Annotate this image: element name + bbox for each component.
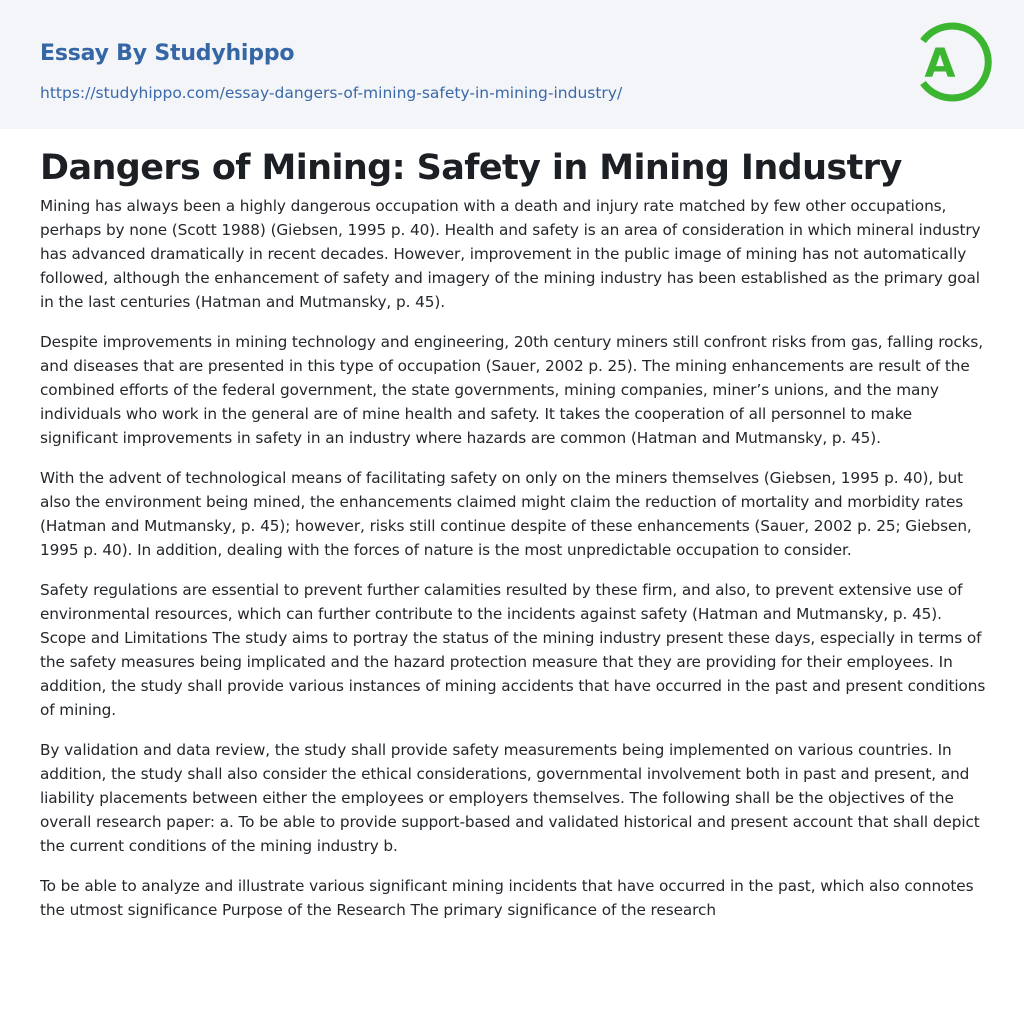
studyhippo-logo[interactable]	[908, 14, 992, 108]
article-paragraph: By validation and data review, the study shall provide safety measurements being implemented on various countries. In addition, the study shall also consider the ethical considerations, governmental involvement both in past and present, and liability placements between either the employees or employers themselves. The following shall be the objectives of the overall research paper: a. To be able to provide support-based and validated historical and present account that shall depict the current conditions of the mining industry b.	[40, 741, 980, 855]
article-paragraph: Despite improvements in mining technology and engineering, 20th century miners still confront risks from gas, falling rocks, and diseases that are presented in this type of occupation (Sauer, 2002 p. 25). The mining enhancements are result of the combined efforts of the federal government, the state governments, mining companies, miner’s unions, and the many individuals who work in the general are of mine health and safety. It takes the cooperation of all personnel to make significant improvements in safety in an industry where hazards are common (Hatman and Mutmansky, p. 45).	[40, 333, 984, 447]
logo-ring-icon	[908, 14, 992, 108]
logo-letter: A	[924, 41, 956, 87]
article-paragraph: With the advent of technological means of facilitating safety on only on the miners themselves (Giebsen, 1995 p. 40), but also the environment being mined, the enhancements claimed might claim the reduction of mortality and morbidity rates (Hatman and Mutmansky, p. 45); however, risks still continue despite of these enhancements (Sauer, 2002 p. 25; Giebsen, 1995 p. 40). In addition, dealing with the forces of nature is the most unpredictable occupation to consider.	[40, 469, 972, 559]
article-url-link[interactable]: https://studyhippo.com/essay-dangers-of-mining-safety-in-mining-industry/	[40, 84, 623, 102]
article-paragraph: To be able to analyze and illustrate various significant mining incidents that have occurred in the past, which also connotes the utmost significance Purpose of the Research The primary significance of the research	[40, 877, 974, 919]
article-paragraph: Mining has always been a highly dangerous occupation with a death and injury rate matched by few other occupations, perhaps by none (Scott 1988) (Giebsen, 1995 p. 40). Health and safety is an area of consideration in which mineral industry has advanced dramatically in recent decades. However, improvement in the public image of mining has not automatically followed, although the enhancement of safety and imagery of the mining industry has been established as the primary goal in the last centuries (Hatman and Mutmansky, p. 45).	[40, 197, 981, 311]
article-paragraph: Safety regulations are essential to prevent further calamities resulted by these firm, and also, to prevent extensive use of environmental resources, which can further contribute to the incidents against safety (Hatman and Mutmansky, p. 45). Scope and Limitations The study aims to portray the status of the mining industry present these days, especially in terms of the safety measures being implicated and the hazard protection measure that they are providing for their employees. In addition, the study shall provide various instances of mining accidents that have occurred in the past and present conditions of mining.	[40, 581, 986, 719]
site-brand[interactable]: Essay By Studyhippo	[40, 41, 295, 66]
article-title: Dangers of Mining: Safety in Mining Industry	[40, 148, 902, 188]
article-body	[40, 194, 986, 938]
